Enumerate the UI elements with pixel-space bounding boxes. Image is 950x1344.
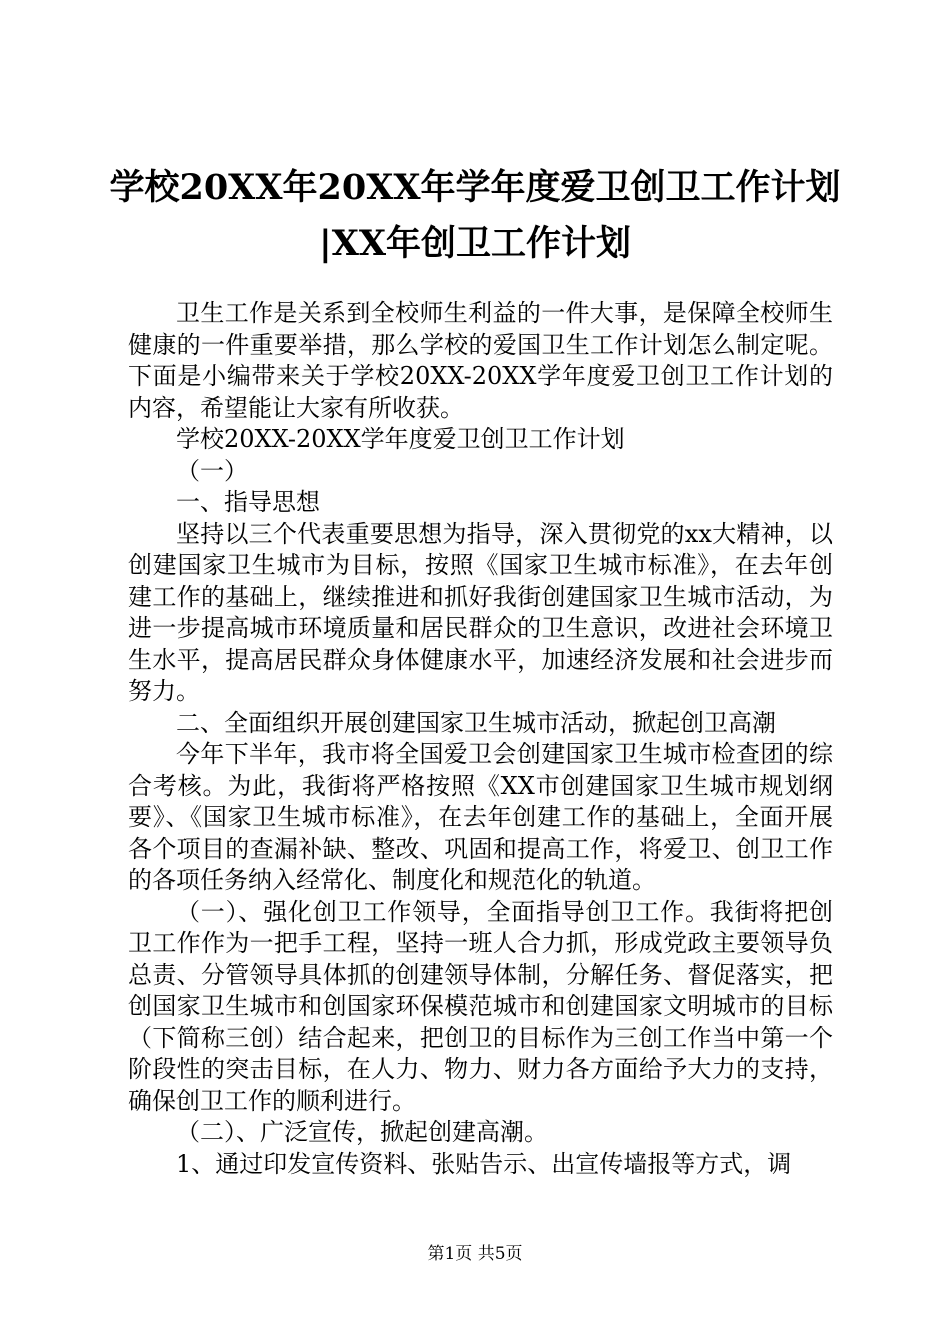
- section-number: （一）: [176, 456, 248, 485]
- paragraph-campaign: 今年下半年，我市将全国爱卫会创建国家卫生城市检查团的综合考核。为此，我街将严格按照《XX市创建国家卫生城市规划纲要》、《国家卫生城市标准》，在去年创建工作的基础上，全面开展各个项目的查漏补缺、整改、巩固和提高工作，将爱卫、创卫工作的各项任务纳入经常化、制度化和规范化的轨道。: [128, 740, 833, 894]
- title-line-1: 学校20XX年20XX年学年度爱卫创卫工作计划: [109, 167, 841, 208]
- document-title: [100, 160, 850, 272]
- heading-publicity: （二）、广泛宣传，掀起创建高潮。: [176, 1118, 548, 1146]
- title-line-2: |XX年创卫工作计划: [318, 223, 632, 264]
- heading-campaign: 二、全面组织开展创建国家卫生城市活动，掀起创卫高潮: [176, 708, 776, 737]
- document-body: [128, 298, 833, 1180]
- heading-guiding-ideology: 一、指导思想: [176, 488, 320, 516]
- intro-paragraph: 卫生工作是关系到全校师生利益的一件大事，是保障全校师生健康的一件重要举措，那么学校的爱国卫生工作计划怎么制定呢。下面是小编带来关于学校20XX-20XX学年度爱卫创卫工作计划的内容，希望能让大家有所收获。: [128, 299, 833, 422]
- paragraph-guiding-ideology: 坚持以三个代表重要思想为指导，深入贯彻党的xx大精神，以创建国家卫生城市为目标，按照《国家卫生城市标准》，在去年创建工作的基础上，继续推进和抓好我街创建国家卫生城市活动，为进一步提高城市环境质量和居民群众的卫生意识，改进社会环境卫生水平，提高居民群众身体健康水平，加速经济发展和社会进步而努力。: [128, 519, 833, 705]
- page-footer: 第1页 共5页: [427, 1244, 523, 1264]
- paragraph-publicity-item-1: 1、通过印发宣传资料、张贴告示、出宣传墙报等方式，调: [176, 1149, 792, 1178]
- paragraph-leadership: （一）、强化创卫工作领导，全面指导创卫工作。我街将把创卫工作作为一把手工程，坚持一班人合力抓，形成党政主要领导负总责、分管领导具体抓的创建领导体制，分解任务、督促落实，把创国家卫生城市和创国家环保模范城市和创建国家文明城市的目标（下简称三创）结合起来，把创卫的目标作为三创工作当中第一个阶段性的突击目标，在人力、物力、财力各方面给予大力的支持，确保创卫工作的顺利进行。: [128, 897, 833, 1115]
- plan-heading: 学校20XX-20XX学年度爱卫创卫工作计划: [176, 425, 625, 453]
